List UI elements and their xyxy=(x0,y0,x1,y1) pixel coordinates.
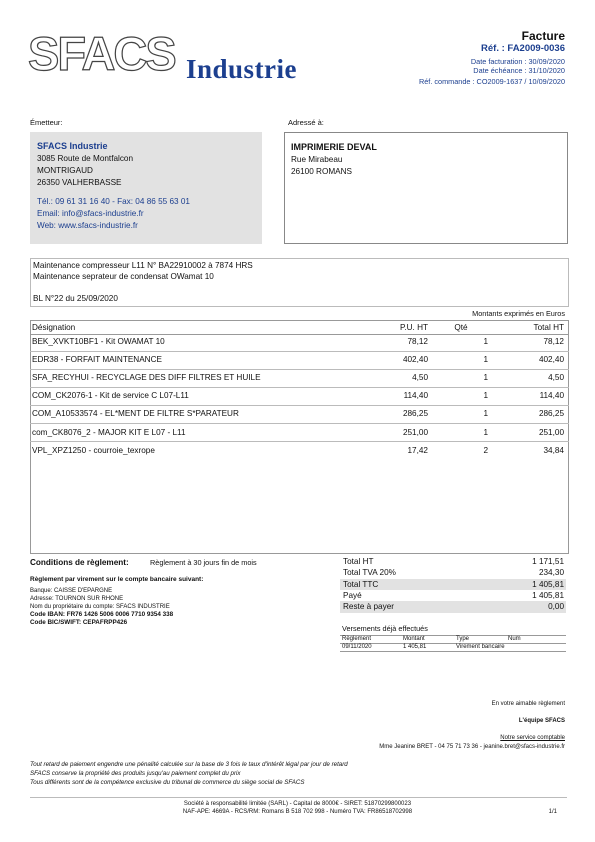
payments-divider xyxy=(340,651,566,652)
table-row-divider xyxy=(30,387,569,388)
item-designation: SFA_RECYHUI - RECYCLAGE DES DIFF FILTRES ET HUILE xyxy=(32,373,261,383)
issuer-label: Émetteur: xyxy=(30,118,63,127)
accounting-service-label: Notre service comptable xyxy=(500,735,565,741)
item-designation: COM_A10533574 - EL*MENT DE FILTRE S*PARATEUR xyxy=(32,409,239,419)
transfer-label: Règlement par virement sur le compte bancaire suivant: xyxy=(30,576,204,583)
recipient-label: Adressé à: xyxy=(288,118,324,127)
closing-greeting: En votre aimable règlement xyxy=(491,701,565,707)
bank-name: Banque: CAISSE D'EPARGNE xyxy=(30,588,113,594)
bank-address: Adresse: TOURNON SUR RHONE xyxy=(30,596,124,602)
payments-col-type: Type xyxy=(456,636,470,642)
payment-amount: 1 405,81 xyxy=(403,644,427,650)
table-header-divider xyxy=(30,334,569,335)
document-title: Facture xyxy=(521,29,565,43)
item-total: 34,84 xyxy=(543,445,564,455)
bic-swift: Code BIC/SWIFT: CEPAFRPP426 xyxy=(30,619,128,626)
company-logo: SFACS xyxy=(28,27,175,80)
order-reference: Réf. commande : CO2009-1637 / 10/09/2020 xyxy=(418,77,565,86)
table-row-divider xyxy=(30,405,569,406)
legal-note: SFACS conserve la propriété des produits jusqu'au paiement complet du prix xyxy=(30,770,241,777)
table-row-divider xyxy=(30,441,569,442)
note-line: Maintenance compresseur L11 N° BA22910002 à 7874 HRS xyxy=(33,261,253,270)
invoice-reference: Réf. : FA2009-0036 xyxy=(481,43,565,54)
item-total: 114,40 xyxy=(539,391,564,401)
total-row xyxy=(340,601,566,613)
account-holder: Nom du propriétaire du compte: SFACS INDUSTRIE xyxy=(30,604,170,610)
due-date: Date échéance : 31/10/2020 xyxy=(473,66,565,75)
footer-legal: Société à responsabilité limitée (SARL) - Capital de 8000€ - SIRET: 51870299800023 xyxy=(183,801,412,807)
invoice-date: Date facturation : 30/09/2020 xyxy=(470,57,565,66)
note-line: Maintenance seprateur de condensat OWamat 10 xyxy=(33,272,214,281)
total-row xyxy=(340,579,566,591)
total-label: Total TTC xyxy=(343,579,379,589)
total-value: 0,00 xyxy=(548,602,564,612)
page-number: 1/1 xyxy=(548,809,557,815)
recipient-address-line: Rue Mirabeau xyxy=(291,155,343,164)
payments-col-date: Règlement xyxy=(342,636,372,642)
item-unit-price: 17,42 xyxy=(407,445,428,455)
item-unit-price: 78,12 xyxy=(407,337,428,346)
table-row-divider xyxy=(30,351,569,352)
total-value: 1 171,51 xyxy=(532,557,564,566)
issuer-phone: Tél.: 09 61 31 16 40 - Fax: 04 86 55 63 01 xyxy=(37,197,190,206)
issuer-address-line: 3085 Route de Montfalcon xyxy=(37,154,134,163)
item-quantity: 1 xyxy=(483,355,488,365)
issuer-address-line: 26350 VALHERBASSE xyxy=(37,178,122,187)
item-total: 286,25 xyxy=(538,409,564,419)
item-quantity: 1 xyxy=(483,427,488,437)
total-label: Payé xyxy=(343,590,362,600)
column-header-quantity: Qté xyxy=(454,323,468,332)
item-unit-price: 114,40 xyxy=(403,391,428,401)
payment-terms-value: Règlement à 30 jours fin de mois xyxy=(150,558,257,567)
issuer-name: SFACS Industrie xyxy=(37,141,108,151)
table-row-divider xyxy=(30,423,569,424)
payment-date: 09/11/2020 xyxy=(342,644,372,650)
issuer-email: Email: info@sfacs-industrie.fr xyxy=(37,209,144,218)
payments-col-amount: Montant xyxy=(403,636,425,642)
item-total: 78,12 xyxy=(543,337,564,346)
item-quantity: 1 xyxy=(483,337,488,346)
payments-divider xyxy=(340,643,566,644)
accounting-contact: Mme Jeanine BRET - 04 75 71 73 36 - jeanine.bret@sfacs-industrie.fr xyxy=(379,744,565,750)
item-designation: COM_CK2076-1 - Kit de service C L07-L11 xyxy=(32,391,189,401)
item-quantity: 1 xyxy=(483,373,488,383)
column-header-designation: Désignation xyxy=(32,323,76,332)
payments-col-number: Num xyxy=(508,636,521,642)
legal-note: Tous différents sont de la compétence exclusive du tribunal de commerce du siège social de SFACS xyxy=(30,779,305,786)
legal-note: Tout retard de paiement engendre une pénalité calculée sur la base de 3 fois le taux d'intérêt légal par jour de retard xyxy=(30,761,348,768)
column-header-total: Total HT xyxy=(533,323,564,332)
item-total: 4,50 xyxy=(548,373,564,383)
item-designation: com_CK8076_2 - MAJOR KIT E L07 - L11 xyxy=(32,427,186,437)
item-quantity: 1 xyxy=(483,409,488,419)
item-quantity: 2 xyxy=(483,445,488,455)
issuer-website: Web: www.sfacs-industrie.fr xyxy=(37,221,138,230)
item-total: 402,40 xyxy=(538,355,564,365)
payment-terms-label: Conditions de règlement: xyxy=(30,558,129,567)
total-label: Total TVA 20% xyxy=(343,568,396,578)
payment-type: Virement bancaire xyxy=(456,644,505,650)
recipient-name: IMPRIMERIE DEVAL xyxy=(291,142,377,152)
item-designation: VPL_XPZ1250 - courroie_texrope xyxy=(32,445,155,455)
footer-divider xyxy=(30,797,567,798)
item-total: 251,00 xyxy=(538,427,564,437)
payments-divider xyxy=(340,635,566,636)
recipient-box xyxy=(284,132,568,244)
table-row-divider xyxy=(30,369,569,370)
total-label: Total HT xyxy=(343,557,374,566)
item-quantity: 1 xyxy=(483,391,488,401)
total-label: Reste à payer xyxy=(343,602,394,612)
payments-title: Versements déjà effectués xyxy=(342,624,428,633)
closing-team: L'équipe SFACS xyxy=(518,718,565,724)
item-designation: EDR38 - FORFAIT MAINTENANCE xyxy=(32,355,162,365)
company-logo-subtitle: Industrie xyxy=(186,54,298,84)
column-header-unit-price: P.U. HT xyxy=(399,323,428,332)
item-unit-price: 402,40 xyxy=(402,355,428,365)
issuer-address-line: MONTRIGAUD xyxy=(37,166,93,175)
recipient-address-line: 26100 ROMANS xyxy=(291,167,352,176)
total-value: 1 405,81 xyxy=(532,590,564,600)
invoice-note-box xyxy=(30,258,569,307)
issuer-box xyxy=(30,132,262,244)
total-row xyxy=(340,567,566,579)
item-designation: BEK_XVKT10BF1 - Kit OWAMAT 10 xyxy=(32,337,165,346)
iban: Code IBAN: FR76 1426 5006 0006 7710 9354 338 xyxy=(30,611,174,618)
note-line: BL N°22 du 25/09/2020 xyxy=(33,294,118,303)
currency-note: Montants exprimés en Euros xyxy=(472,309,565,318)
total-row xyxy=(340,590,566,602)
total-value: 234,30 xyxy=(538,568,564,578)
total-row xyxy=(340,556,566,568)
total-value: 1 405,81 xyxy=(532,579,564,589)
item-unit-price: 286,25 xyxy=(402,409,428,419)
item-unit-price: 251,00 xyxy=(402,427,428,437)
footer-legal: NAF-APE: 4669A - RCS/RM: Romans B 518 702 998 - Numéro TVA: FR86518702998 xyxy=(182,809,413,815)
item-unit-price: 4,50 xyxy=(412,373,428,383)
